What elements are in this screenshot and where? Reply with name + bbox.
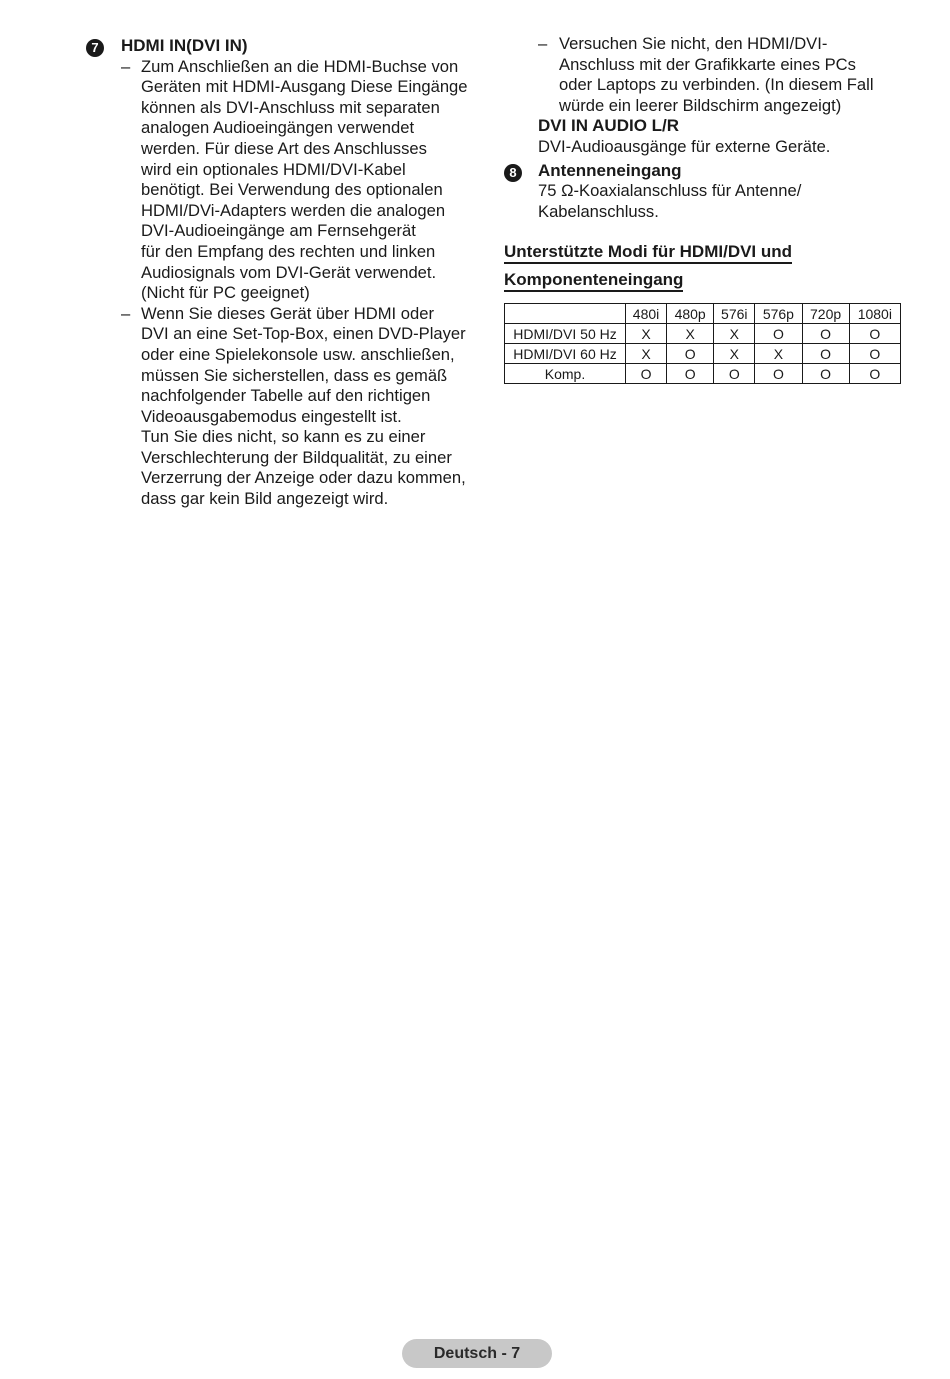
bullet-line: wird ein optionales HDMI/DVI-Kabel [141, 159, 406, 179]
dash-marker: – [121, 303, 131, 323]
bullet-line: Verzerrung der Anzeige oder dazu kommen, [141, 468, 466, 488]
table-cell: X [626, 324, 667, 344]
column-header: 576i [714, 304, 755, 324]
column-header: 576p [755, 304, 802, 324]
table-cell: O [755, 364, 802, 384]
column-header: 480p [667, 304, 714, 324]
right-column [504, 34, 904, 384]
table-cell: O [667, 364, 714, 384]
table-cell: O [667, 344, 714, 364]
bullet-line: werden. Für diese Art des Anschlusses [141, 138, 427, 158]
bullet-line: dass gar kein Bild angezeigt wird. [141, 489, 389, 509]
bullet-line: würde ein leerer Bildschirm angezeigt) [559, 95, 842, 115]
bullet-line: für den Empfang des rechten und linken [141, 241, 436, 261]
table-heading-line: Komponenteneingang [504, 270, 683, 292]
dvi-audio-title: DVI IN AUDIO L/R [538, 116, 680, 136]
dvi-audio-block [504, 116, 904, 157]
bullet-line: Tun Sie dies nicht, so kann es zu einer [141, 427, 426, 447]
bullet-line: Anschluss mit der Grafikkarte eines PCs [559, 54, 856, 74]
table-header-row [505, 304, 901, 324]
row-header: HDMI/DVI 60 Hz [505, 344, 626, 364]
column-header: 480i [626, 304, 667, 324]
bullet-line: Zum Anschließen an die HDMI-Buchse von [141, 56, 459, 76]
section-title-hdmi-in: HDMI IN(DVI IN) [121, 36, 248, 55]
supported-modes-table [504, 303, 901, 384]
bullet-line: Geräten mit HDMI-Ausgang Diese Eingänge [141, 77, 468, 97]
section-antenna [504, 161, 904, 223]
table-cell: O [626, 364, 667, 384]
bullet-item [86, 304, 491, 510]
table-cell: O [849, 324, 900, 344]
section-number-8-badge: 8 [504, 164, 522, 182]
table-cell: O [802, 324, 849, 344]
bullet-line: Audiosignals vom DVI-Gerät verwendet. [141, 262, 437, 282]
bullet-line: DVI an eine Set-Top-Box, einen DVD-Player [141, 324, 466, 344]
bullet-line: Verschlechterung der Bildqualität, zu einer [141, 447, 452, 467]
bullet-item [86, 57, 491, 304]
antenna-line: 75 Ω-Koaxialanschluss für Antenne/ [538, 181, 802, 201]
section-hdmi-in [86, 36, 491, 510]
hdmi-bullet-list [86, 57, 491, 510]
table-heading-line: Unterstützte Modi für HDMI/DVI und [504, 242, 792, 264]
bullet-line: Versuchen Sie nicht, den HDMI/DVI- [559, 34, 828, 53]
table-cell: X [714, 324, 755, 344]
table-cell: O [755, 324, 802, 344]
table-cell: O [802, 344, 849, 364]
dvi-audio-text: DVI-Audioausgänge für externe Geräte. [538, 136, 831, 156]
table-cell: O [849, 364, 900, 384]
table-corner-cell [505, 304, 626, 324]
table-cell: O [849, 344, 900, 364]
bullet-line: benötigt. Bei Verwendung des optionalen [141, 180, 443, 200]
page-number-pill: Deutsch - 7 [402, 1339, 552, 1368]
table-heading [504, 238, 904, 293]
bullet-line: Wenn Sie dieses Gerät über HDMI oder [141, 303, 434, 323]
row-header: Komp. [505, 364, 626, 384]
dash-marker: – [121, 56, 131, 76]
dash-marker: – [538, 34, 548, 53]
bullet-line: DVI-Audioeingänge am Fernsehgerät [141, 221, 416, 241]
row-header: HDMI/DVI 50 Hz [505, 324, 626, 344]
table-cell: O [714, 364, 755, 384]
bullet-line: nachfolgender Tabelle auf den richtigen [141, 386, 431, 406]
bullet-line: müssen Sie sicherstellen, dass es gemäß [141, 365, 448, 385]
bullet-line: Videoausgabemodus eingestellt ist. [141, 406, 402, 426]
bullet-line: können als DVI-Anschluss mit separaten [141, 97, 440, 117]
table-row [505, 324, 901, 344]
section-title-antenna: Antenneneingang [538, 160, 682, 180]
table-row [505, 364, 901, 384]
bullet-line: oder eine Spielekonsole usw. anschließen, [141, 344, 455, 364]
left-column [86, 36, 491, 510]
bullet-line: HDMI/DVi-Adapters werden die analogen [141, 200, 446, 220]
table-row [505, 344, 901, 364]
bullet-line: oder Laptops zu verbinden. (In diesem Fall [559, 75, 874, 95]
table-cell: X [755, 344, 802, 364]
section-number-7-badge: 7 [86, 39, 104, 57]
column-header: 720p [802, 304, 849, 324]
bullet-item [504, 34, 904, 116]
table-cell: X [626, 344, 667, 364]
bullet-line: analogen Audioeingängen verwendet [141, 118, 415, 138]
column-header: 1080i [849, 304, 900, 324]
table-cell: X [714, 344, 755, 364]
antenna-line: Kabelanschluss. [538, 201, 659, 221]
bullet-line: (Nicht für PC geeignet) [141, 283, 310, 303]
table-cell: X [667, 324, 714, 344]
table-cell: O [802, 364, 849, 384]
